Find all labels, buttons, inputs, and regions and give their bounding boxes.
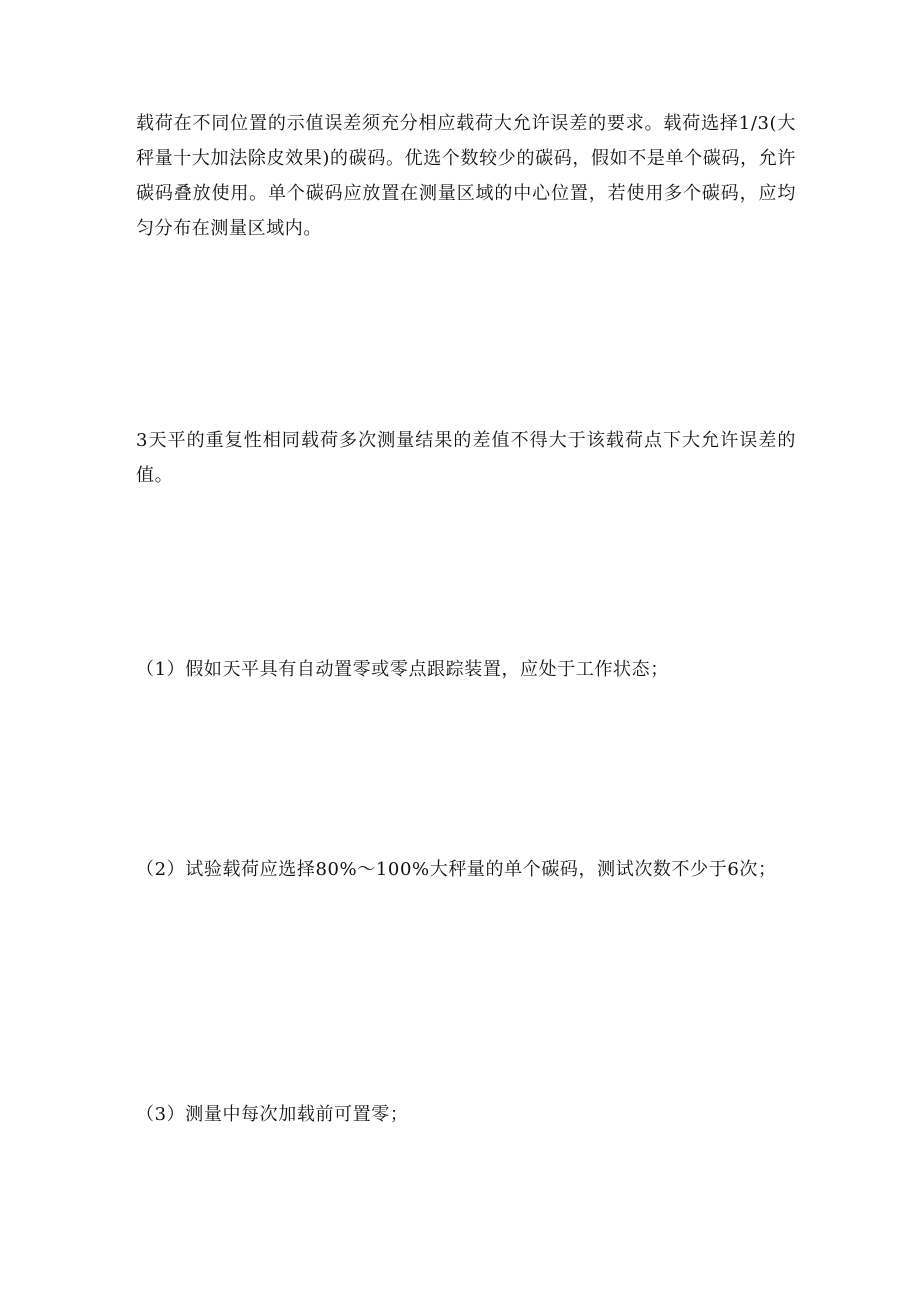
paragraph-repeatability: 3天平的重复性相同载荷多次测量结果的差值不得大于该载荷点下大允许误差的值。: [136, 430, 796, 486]
list-item-1: （1）假如天平具有自动置零或零点跟踪装置，应处于工作状态；: [136, 659, 669, 680]
list-item-3: （3）测量中每次加载前可置零；: [136, 1104, 409, 1125]
paragraph-position-error: 载荷在不同位置的示值误差须充分相应载荷大允许误差的要求。载荷选择1/3(大秤量十大加法除皮效果)的碳码。优选个数较少的碳码，假如不是单个碳码，允许碳码叠放使用。单个碳码应放置在测量区域的中心位置，若使用多个碳码，应均匀分布在测量区域内。: [136, 113, 796, 239]
list-item-2: （2）试验载荷应选择80%～100%大秤量的单个碳码，测试次数不少于6次；: [136, 859, 777, 880]
